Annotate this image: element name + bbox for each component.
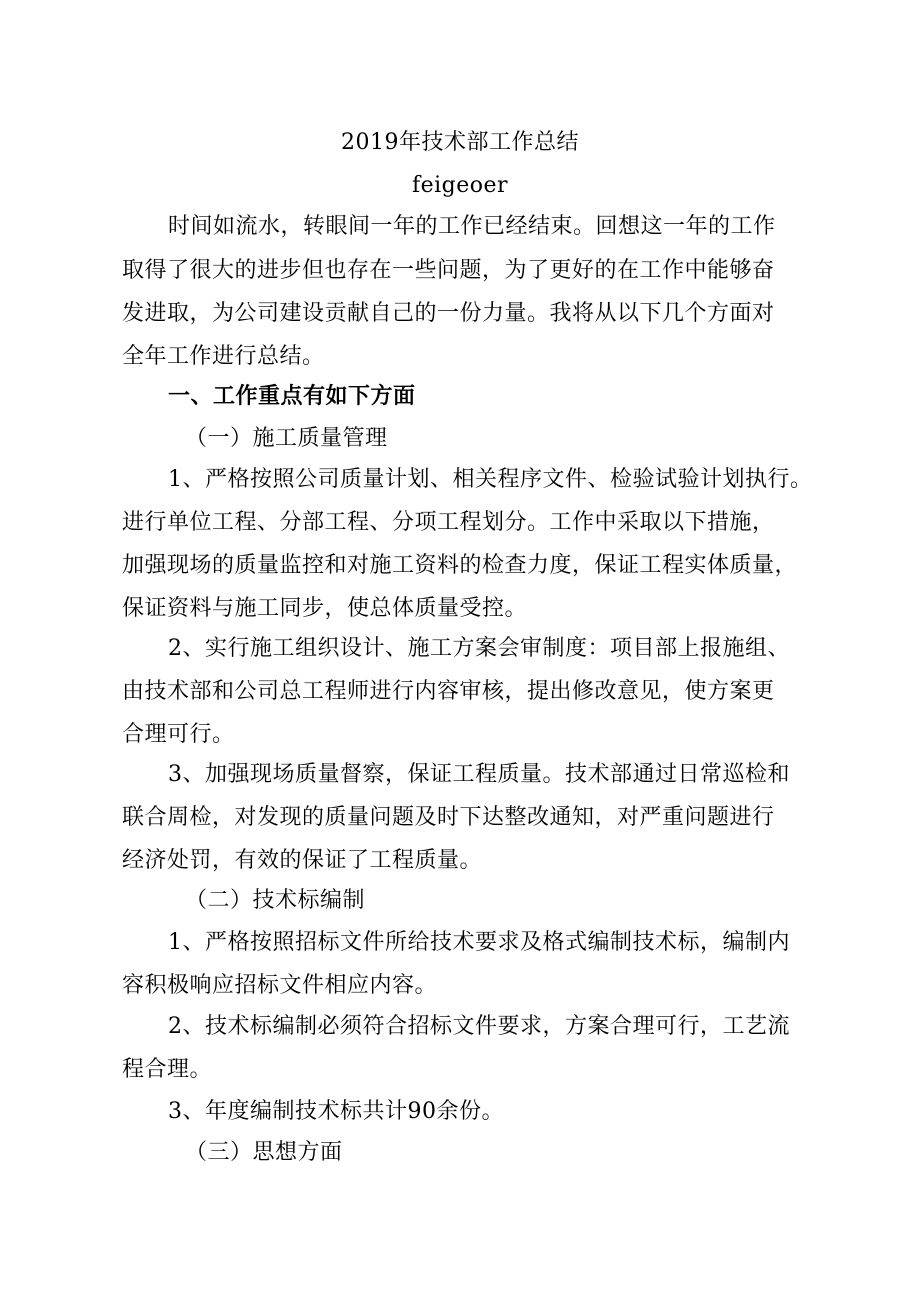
document-author: feigeoer [411,173,509,198]
paragraph-line: 3、年度编制技术标共计90余份。 [168,1099,504,1124]
paragraph-line: 发进取，为公司建设贡献自己的一份力量。我将从以下几个方面对 [122,301,775,326]
paragraph-line: 2、实行施工组织设计、施工方案会审制度：项目部上报施组、 [168,636,790,661]
paragraph-line: 1、严格按照招标文件所给技术要求及格式编制技术标，编制内 [168,930,790,955]
paragraph-line: 进行单位工程、分部工程、分项工程划分。工作中采取以下措施， [122,510,775,535]
paragraph-line: 合理可行。 [122,722,235,747]
subsection-heading: （二）技术标编制 [185,888,366,913]
subsection-heading: （三）思想方面 [185,1140,343,1165]
paragraph-line: 程合理。 [122,1057,213,1082]
paragraph-line: 取得了很大的进步但也存在一些问题，为了更好的在工作中能够奋 [122,258,775,283]
paragraph-line: 保证资料与施工同步，使总体质量受控。 [122,596,528,621]
paragraph-line: 3、加强现场质量督察，保证工程质量。技术部通过日常巡检和 [168,762,790,787]
paragraph-line: 由技术部和公司总工程师进行内容审核，提出修改意见，使方案更 [122,679,775,704]
section-heading: 一、工作重点有如下方面 [168,383,416,409]
paragraph-line: 时间如流水，转眼间一年的工作已经结束。回想这一年的工作 [168,214,776,239]
paragraph-line: 经济处罚，有效的保证了工程质量。 [122,848,483,873]
paragraph-line: 联合周检，对发现的质量问题及时下达整改通知，对严重问题进行 [122,805,775,830]
subsection-heading: （一）施工质量管理 [185,426,388,451]
paragraph-line: 加强现场的质量监控和对施工资料的检查力度，保证工程实体质量， [122,553,798,578]
paragraph-line: 1、严格按照公司质量计划、相关程序文件、检验试验计划执行。 [168,467,813,492]
paragraph-line: 容积极响应招标文件相应内容。 [122,973,438,998]
paragraph-line: 2、技术标编制必须符合招标文件要求，方案合理可行，工艺流 [168,1014,790,1039]
paragraph-line: 全年工作进行总结。 [122,344,325,369]
document-title: 2019年技术部工作总结 [341,130,579,155]
